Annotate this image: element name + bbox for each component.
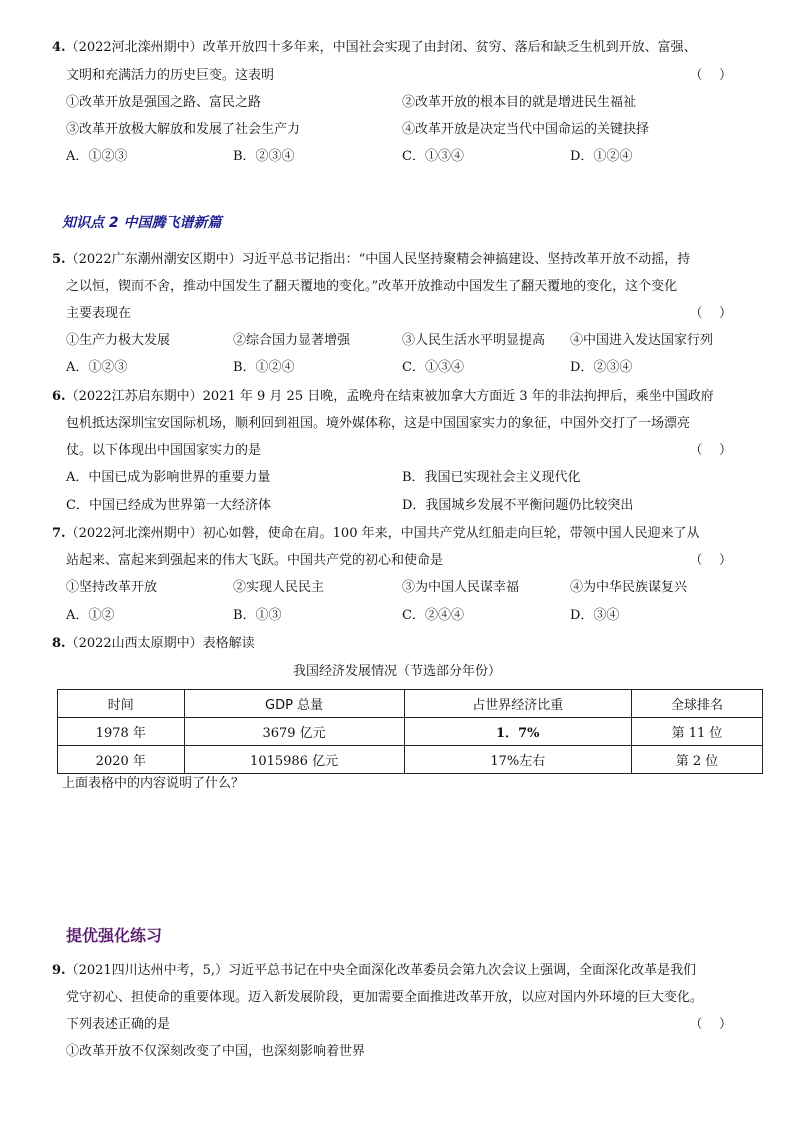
q7-stem-line1	[52, 524, 700, 544]
q5-choice-b: B．①②④	[233, 360, 295, 375]
q7-choice-d: D．③④	[570, 608, 620, 623]
section-title-knowledge-point-2: 知识点 2 中国腾飞谱新篇	[62, 215, 222, 231]
q6-choice-d: D．我国城乡发展不平衡问题仍比较突出	[402, 498, 634, 513]
q6-number: 6.	[52, 389, 66, 404]
q7-item-1: ①坚持改革开放	[66, 580, 158, 595]
q9-stem-line3: 下列表述正确的是	[66, 1017, 171, 1032]
q8-question: 上面表格中的内容说明了什么？	[62, 776, 245, 791]
q7-answer-paren: （ ）	[689, 553, 732, 568]
q4-item-2: ②改革开放的根本目的就是增进民生福祉	[402, 95, 637, 110]
q4-choice-b: B．②③④	[233, 149, 295, 164]
table-header-time: 时间	[58, 690, 185, 718]
q6-stem-line1	[52, 387, 714, 407]
table-header-gdp: GDP 总量	[184, 690, 404, 718]
q7-item-4: ④为中华民族谋复兴	[570, 580, 688, 595]
table-cell-rank: 第 2 位	[631, 746, 762, 774]
table-row	[58, 718, 763, 746]
table-cell-year: 1978 年	[58, 718, 185, 746]
q8-stem-line	[52, 634, 255, 654]
q7-choice-b: B．①③	[233, 608, 282, 623]
q5-item-1: ①生产力极大发展	[66, 333, 171, 348]
q6-stem-text1: （2022江苏启东期中）2021 年 9 月 25 日晚，孟晚舟在结束被加拿大方面近 3 年的非法拘押后，乘坐中国政府	[65, 389, 714, 404]
q9-stem-text1: （2021四川达州中考，5,）习近平总书记在中央全面深化改革委员会第九次会议上强调，全面深化改革是我们	[65, 963, 697, 978]
q5-number: 5.	[52, 252, 66, 267]
table-header-world-share: 占世界经济比重	[404, 690, 631, 718]
q5-item-4: ④中国进入发达国家行列	[570, 333, 714, 348]
table-header-global-rank: 全球排名	[631, 690, 762, 718]
q4-stem-line1	[52, 38, 697, 58]
q6-stem-line2: 包机抵达深圳宝安国际机场，顺利回到祖国。境外媒体称，这是中国国家实力的象征，中国外交打了一场漂亮	[66, 416, 691, 431]
q5-stem-text1: （2022广东潮州潮安区期中）习近平总书记指出：“中国人民坚持聚精会神搞建设、坚持改革开放不动摇，持	[65, 252, 691, 267]
economic-development-table	[57, 689, 763, 774]
table-cell-gdp: 1015986 亿元	[184, 746, 404, 774]
q9-stem-line2: 党守初心、担使命的重要体现。迈入新发展阶段，更加需要全面推进改革开放，以应对国内外环境的巨大变化。	[66, 990, 704, 1005]
q9-number: 9.	[52, 963, 66, 978]
q7-stem-text1: （2022河北滦州期中）初心如磐，使命在肩。100 年来，中国共产党从红船走向巨轮，带领中国人民迎来了从	[65, 526, 700, 541]
q5-stem-line3: 主要表现在	[66, 306, 132, 321]
section-title-advanced-practice: 提优强化练习	[66, 926, 163, 945]
q4-choice-c: C．①③④	[402, 149, 464, 164]
q4-stem-text1: （2022河北滦州期中）改革开放四十多年来，中国社会实现了由封闭、贫穷、落后和缺乏生机到开放、富强、	[65, 40, 697, 55]
table-cell-rank: 第 11 位	[631, 718, 762, 746]
q9-item-1: ①改革开放不仅深刻改变了中国，也深刻影响着世界	[66, 1044, 366, 1059]
q5-answer-paren: （ ）	[689, 306, 732, 321]
q7-stem-line2: 站起来、富起来到强起来的伟大飞跃。中国共产党的初心和使命是	[66, 553, 444, 568]
q8-number: 8.	[52, 636, 66, 651]
q7-number: 7.	[52, 526, 66, 541]
q6-choice-a: A．中国已成为影响世界的重要力量	[66, 470, 271, 485]
q4-item-1: ①改革开放是强国之路、富民之路	[66, 95, 262, 110]
q7-choice-a: A．①②	[66, 608, 115, 623]
table-cell-share: 1．7%	[404, 718, 631, 746]
q4-answer-paren: （ ）	[689, 68, 732, 83]
q4-choice-a: A．①②③	[66, 149, 128, 164]
q4-item-4: ④改革开放是决定当代中国命运的关键抉择	[402, 122, 650, 137]
q5-stem-line1	[52, 250, 690, 270]
q6-choice-c: C．中国已经成为世界第一大经济体	[66, 498, 271, 513]
q9-answer-paren: （ ）	[689, 1017, 732, 1032]
table-cell-share: 17%左右	[404, 746, 631, 774]
q6-answer-paren: （ ）	[689, 443, 732, 458]
q5-item-2: ②综合国力显著增强	[233, 333, 351, 348]
q5-choice-d: D．②③④	[570, 360, 633, 375]
table-cell-year: 2020 年	[58, 746, 185, 774]
q4-item-3: ③改革开放极大解放和发展了社会生产力	[66, 122, 301, 137]
q8-stem-text: （2022山西太原期中）表格解读	[65, 636, 255, 651]
table-row	[58, 746, 763, 774]
q5-item-3: ③人民生活水平明显提高	[402, 333, 546, 348]
q5-stem-line2: 之以恒，锲而不舍，推动中国发生了翻天覆地的变化。”改革开放推动中国发生了翻天覆地的变化，这个变化	[66, 279, 678, 294]
q6-choice-b: B．我国已实现社会主义现代化	[402, 470, 581, 485]
q7-item-3: ③为中国人民谋幸福	[402, 580, 520, 595]
table-header-row	[58, 690, 763, 718]
q6-stem-line3: 仗。以下体现出中国国家实力的是	[66, 443, 262, 458]
q4-stem-line2: 文明和充满活力的历史巨变。这表明	[66, 68, 275, 83]
q4-number: 4.	[52, 40, 66, 55]
q8-table-caption: 我国经济发展情况（节选部分年份）	[292, 664, 501, 679]
q7-choice-c: C．②④④	[402, 608, 464, 623]
table-cell-gdp: 3679 亿元	[184, 718, 404, 746]
q5-choice-c: C．①③④	[402, 360, 464, 375]
q4-choice-d: D．①②④	[570, 149, 633, 164]
q7-item-2: ②实现人民民主	[233, 580, 325, 595]
q5-choice-a: A．①②③	[66, 360, 128, 375]
q9-stem-line1	[52, 961, 696, 981]
